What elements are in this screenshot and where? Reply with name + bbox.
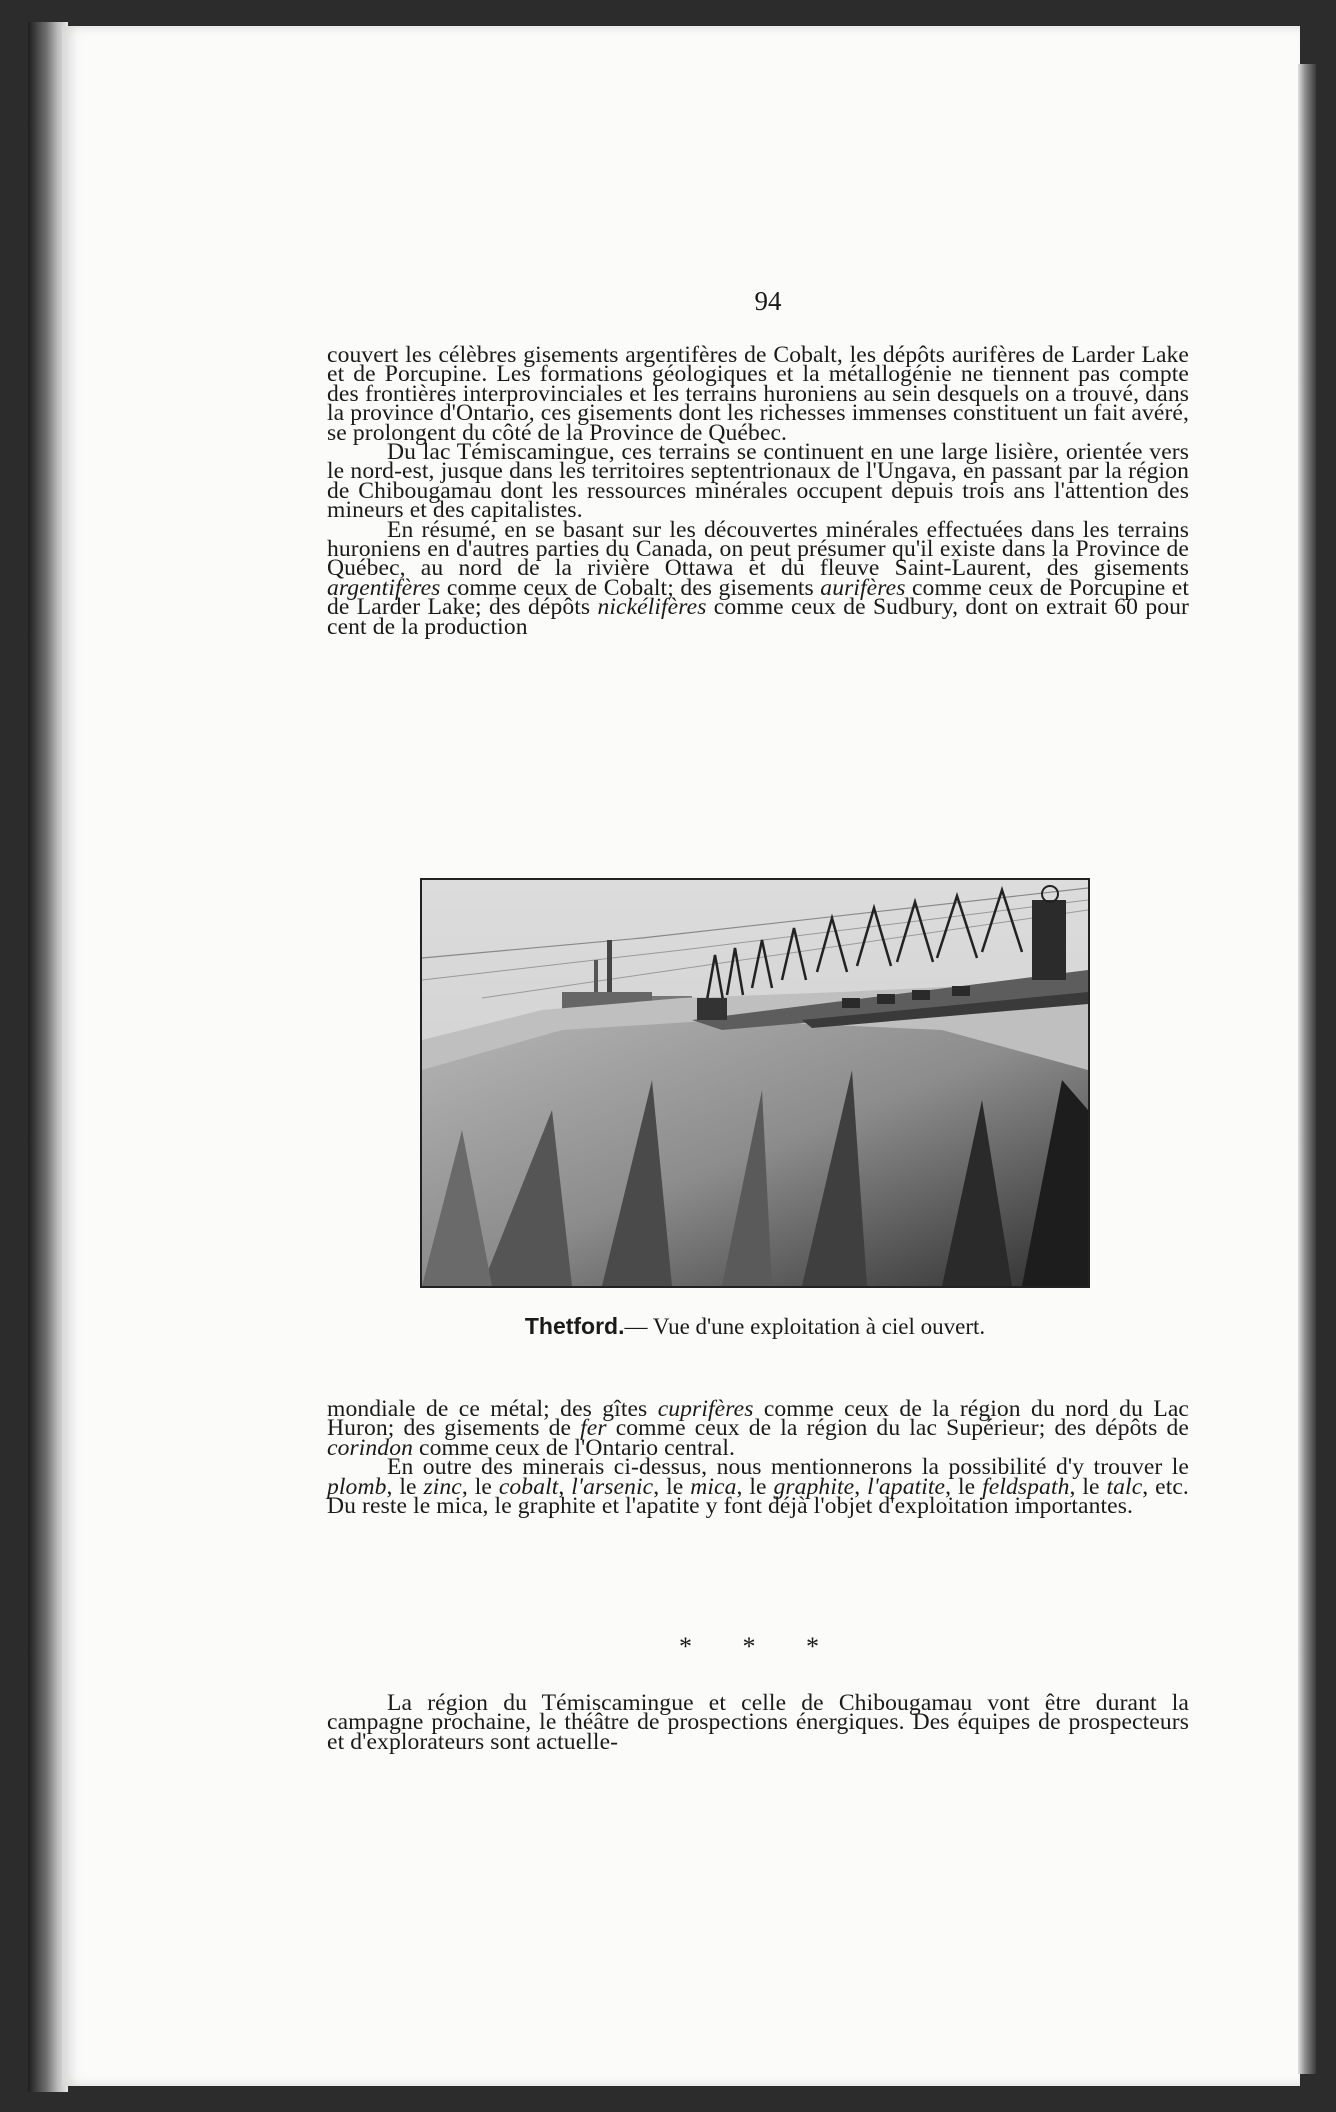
text-run: comme ceux de Cobalt; des gisements — [440, 574, 821, 601]
italic-term: l'arsenic — [571, 1473, 654, 1500]
text-run: , — [558, 1473, 572, 1500]
text-run: En résumé, en se basant sur les découvertes minérales effectuées dans les terrains huroniens en d'autres parties du Canada, on peut présumer qu'il existe dans la Province de Québec, au nord de la rivière Ottawa et du fleuve Saint-Laurent, des gisements — [327, 516, 1189, 582]
italic-term: corindon — [327, 1434, 413, 1461]
paragraph-cobalt: couvert les célèbres gisements argentifères de Cobalt, les dépôts aurifères de Larder Lake et de Porcupine. Les formations géologiques et la métallogénie ne tiennent pas compte des frontières interprovinciales et les terrains huroniens au sein desquels on a trouvé, dans la province d'Ontario, ces gisements dont les richesses immenses constituent un fait avéré, se prolongent du côté de la Province de Québec. — [327, 342, 1189, 446]
italic-term: graphite — [773, 1473, 855, 1500]
text-run: , le — [736, 1473, 774, 1500]
paragraph-minerals — [327, 1454, 1189, 1520]
text-run: , — [854, 1473, 868, 1500]
caption-place: Thetford. — [524, 1313, 625, 1339]
text-run: comme ceux de la région du nord du Lac Huron; des gisements de — [327, 1396, 1189, 1442]
open-pit-mine-photo — [422, 880, 1088, 1286]
italic-term: feldspath — [982, 1473, 1070, 1500]
text-run: , le — [386, 1473, 424, 1500]
italic-term: fer — [580, 1415, 607, 1442]
text-run: comme ceux de Sudbury, dont on extrait 60 pour cent de la production — [327, 594, 1189, 640]
paragraph-temiscamingue: Du lac Témiscamingue, ces terrains se continuent en une large lisière, orientée vers le nord-est, jusque dans les territoires septentrionaux de l'Ungava, en passant par la région de Chibougamau dont les ressources minérales occupent depuis trois ans l'attention des mineurs et des capitalistes. — [327, 439, 1189, 524]
italic-term: argentifères — [327, 574, 441, 601]
text-run: comme ceux de l'Ontario central. — [413, 1434, 735, 1461]
photo-thetford-mine — [420, 878, 1090, 1288]
text-run: , le — [1069, 1473, 1107, 1500]
italic-term: zinc — [423, 1473, 462, 1500]
middle-text-block — [327, 1396, 1189, 1520]
section-separator: * * * — [679, 1632, 841, 1661]
italic-term: plomb — [327, 1473, 387, 1500]
text-run: comme ceux de Porcupine et de Larder Lake; des dépôts — [327, 574, 1190, 621]
text-run: , le — [461, 1473, 499, 1500]
italic-term: aurifères — [820, 574, 906, 601]
text-run: En outre des minerais ci-dessus, nous mentionnerons la possibilité d'y trouver le — [387, 1454, 1189, 1481]
italic-term: talc — [1106, 1473, 1143, 1500]
italic-term: nickélifères — [597, 594, 707, 621]
page-number: 94 — [754, 286, 782, 316]
caption-text: — Vue d'une exploitation à ciel ouvert. — [624, 1314, 986, 1339]
page-edge — [1298, 64, 1316, 2074]
italic-term: cuprifères — [657, 1396, 754, 1422]
italic-term: l'apatite — [867, 1473, 946, 1500]
paragraph-mondiale — [327, 1396, 1189, 1461]
paragraph-resume — [327, 516, 1190, 640]
figure-caption — [400, 1313, 1110, 1340]
text-run: , le — [945, 1473, 983, 1500]
text-run: comme ceux de la région du lac Supérieur; des dépôts de — [606, 1415, 1189, 1442]
italic-term: mica — [690, 1473, 737, 1500]
text-run: , le — [653, 1473, 691, 1500]
text-run: , etc. Du reste le mica, le graphite et l'apatite y font déjà l'objet d'exploitation importantes. — [327, 1473, 1189, 1520]
italic-term: cobalt — [498, 1473, 559, 1500]
paragraph-prospections: La région du Témiscamingue et celle de Chibougamau vont être durant la campagne prochaine, le théâtre de prospections énergiques. Des équipes de prospecteurs et d'explorateurs sont actuelle- — [327, 1690, 1189, 1755]
bottom-text-block — [327, 1690, 1189, 1755]
top-text-block — [327, 342, 1190, 640]
text-run: mondiale de ce métal; des gîtes — [327, 1396, 658, 1422]
